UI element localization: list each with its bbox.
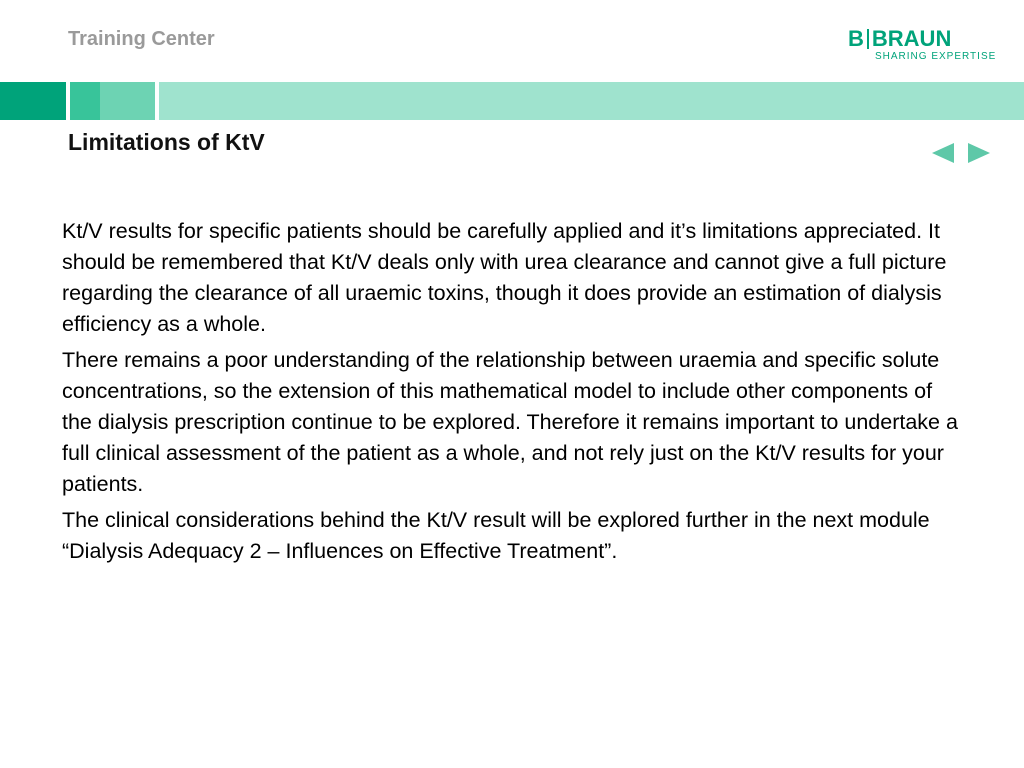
logo-wordmark — [848, 26, 951, 52]
body-paragraph: The clinical considerations behind the Kt/V result will be explored further in the next module “Dialysis Adequacy 2 – Influences on Effective Treatment”. — [62, 508, 930, 563]
logo-tagline: SHARING EXPERTISE — [875, 51, 997, 62]
band-segment-medium — [70, 82, 100, 120]
section-title: Training Center — [68, 28, 215, 50]
bbraun-logo — [848, 26, 997, 66]
logo-letter-b: B — [848, 26, 864, 51]
header-color-band — [0, 82, 1024, 120]
logo-separator — [867, 29, 869, 49]
body-paragraph: Kt/V results for specific patients should be carefully applied and it’s limitations appreciated. It should be remembered that Kt/V deals only with urea clearance and cannot give a full picture regarding the clearance of all uraemic toxins, though it does provide an estimation of dialysis efficiency as a whole. — [62, 219, 947, 336]
band-segment-pale — [159, 82, 1024, 120]
slide-title: Limitations of KtV — [68, 129, 265, 155]
next-arrow-icon[interactable] — [968, 143, 990, 163]
body-paragraph: There remains a poor understanding of the relationship between uraemia and specific solute concentrations, so the extension of this mathematical model to include other components of the dialysis prescription continue to be explored. Therefore it remains important to undertake a full clinical assessment of the patient as a whole, and not rely just on the Kt/V results for your patients. — [62, 348, 958, 496]
band-segment-light — [100, 82, 155, 120]
band-segment-dark — [0, 82, 66, 120]
slide-body — [62, 216, 962, 572]
previous-arrow-icon[interactable] — [932, 143, 954, 163]
logo-brand-name: BRAUN — [871, 26, 952, 51]
